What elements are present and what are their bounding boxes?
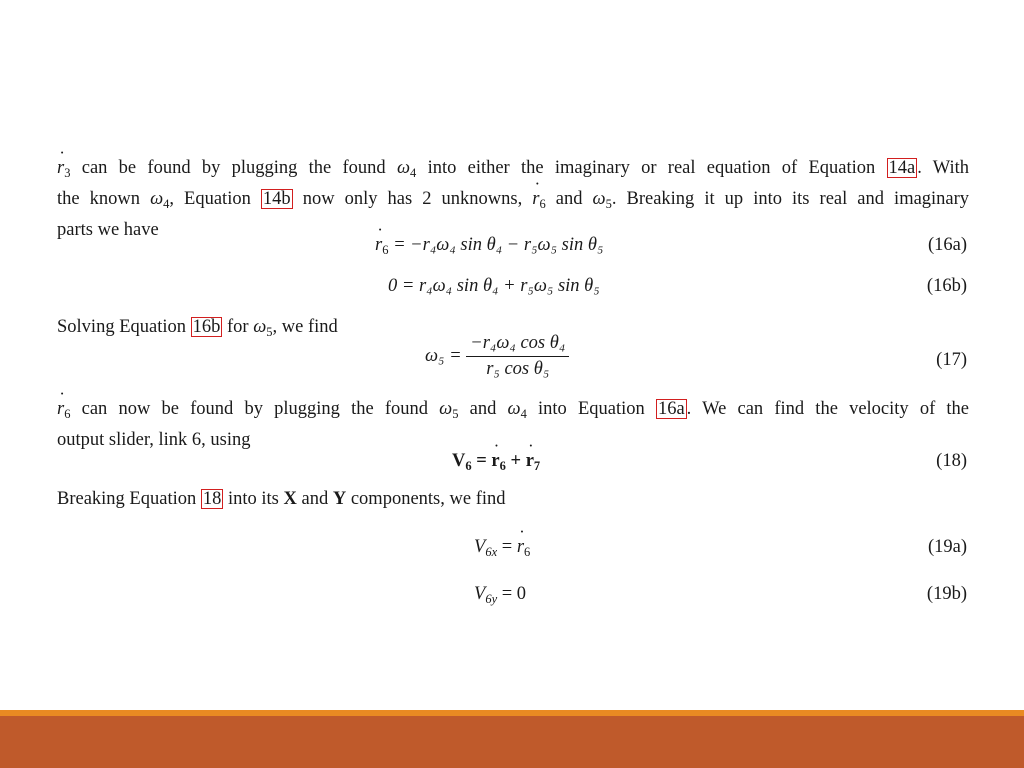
paragraph-2: Solving Equation 16b for $\omega_5$, we find: [57, 317, 338, 339]
paragraph-1-line-2: the known $\omega_4$, Equation 14b now only has 2 unknowns, r $˙_6$ and $\omega_5$. Breaking it up into its real and imaginary: [57, 186, 969, 217]
ref-eq-16a[interactable]: 16a: [657, 399, 685, 419]
equation-16b: 0 = r₄ω₄ sin θ₄ + r₅ω₅ sin θ₅: [388, 276, 600, 296]
paragraph-3: [57, 396, 969, 453]
fraction-numerator: −r₄ω₄ cos θ₄: [466, 333, 569, 357]
paragraph-1-line-3: parts we have: [57, 220, 159, 240]
paragraph-3-line-1: r $˙_6$ can now be found by plugging the found $\omega_5$ and $\omega_4$ into Equation 16a . We can find the velocity of the: [57, 396, 969, 427]
fraction: [466, 333, 569, 380]
equation-number-16b: (16b): [926, 276, 967, 296]
equation-number-17: (17): [936, 350, 967, 370]
paragraph-4: Breaking Equation 18 into its X and Y components, we find: [57, 489, 506, 509]
equation-16a: r $˙_6 = -r_4\omega_4$ sin θ₄ − r₅ω₅ sin θ₅: [375, 235, 603, 258]
paragraph-3-line-2: output slider, link 6, using: [57, 430, 251, 450]
footer-bar: [0, 716, 1024, 768]
equation-19b: $V_{6y} = 0$: [474, 584, 527, 606]
equation-number-19a: (19a): [927, 537, 967, 557]
equation-17: ω₅ = $\frac{\text{−r₄ω₄ cos θ₄}}{\text{r₅ cos θ₅}}$: [425, 333, 569, 380]
ref-eq-14b[interactable]: 14b: [262, 189, 291, 209]
equation-number-16a: (16a): [927, 235, 967, 255]
ref-eq-18[interactable]: 18: [202, 489, 222, 509]
ref-eq-16b[interactable]: 16b: [192, 317, 221, 337]
equation-number-19b: (19b): [926, 584, 967, 604]
equation-18: $V_6 = r$ $˙_6 + r$ $˙_7$: [452, 451, 540, 474]
paragraph-1-line-1: r $˙_3$ can be found by plugging the found $\omega_4$ into either the imaginary or real equation of Equation 14a . With: [57, 155, 969, 186]
paragraph-1: [57, 155, 969, 243]
fraction-denominator: r₅ cos θ₅: [486, 359, 550, 379]
equation-number-18: (18): [936, 451, 967, 471]
equation-19a: $V_{6x} = r$ $˙_6$: [474, 537, 530, 560]
ref-eq-14a[interactable]: 14a: [888, 158, 916, 178]
